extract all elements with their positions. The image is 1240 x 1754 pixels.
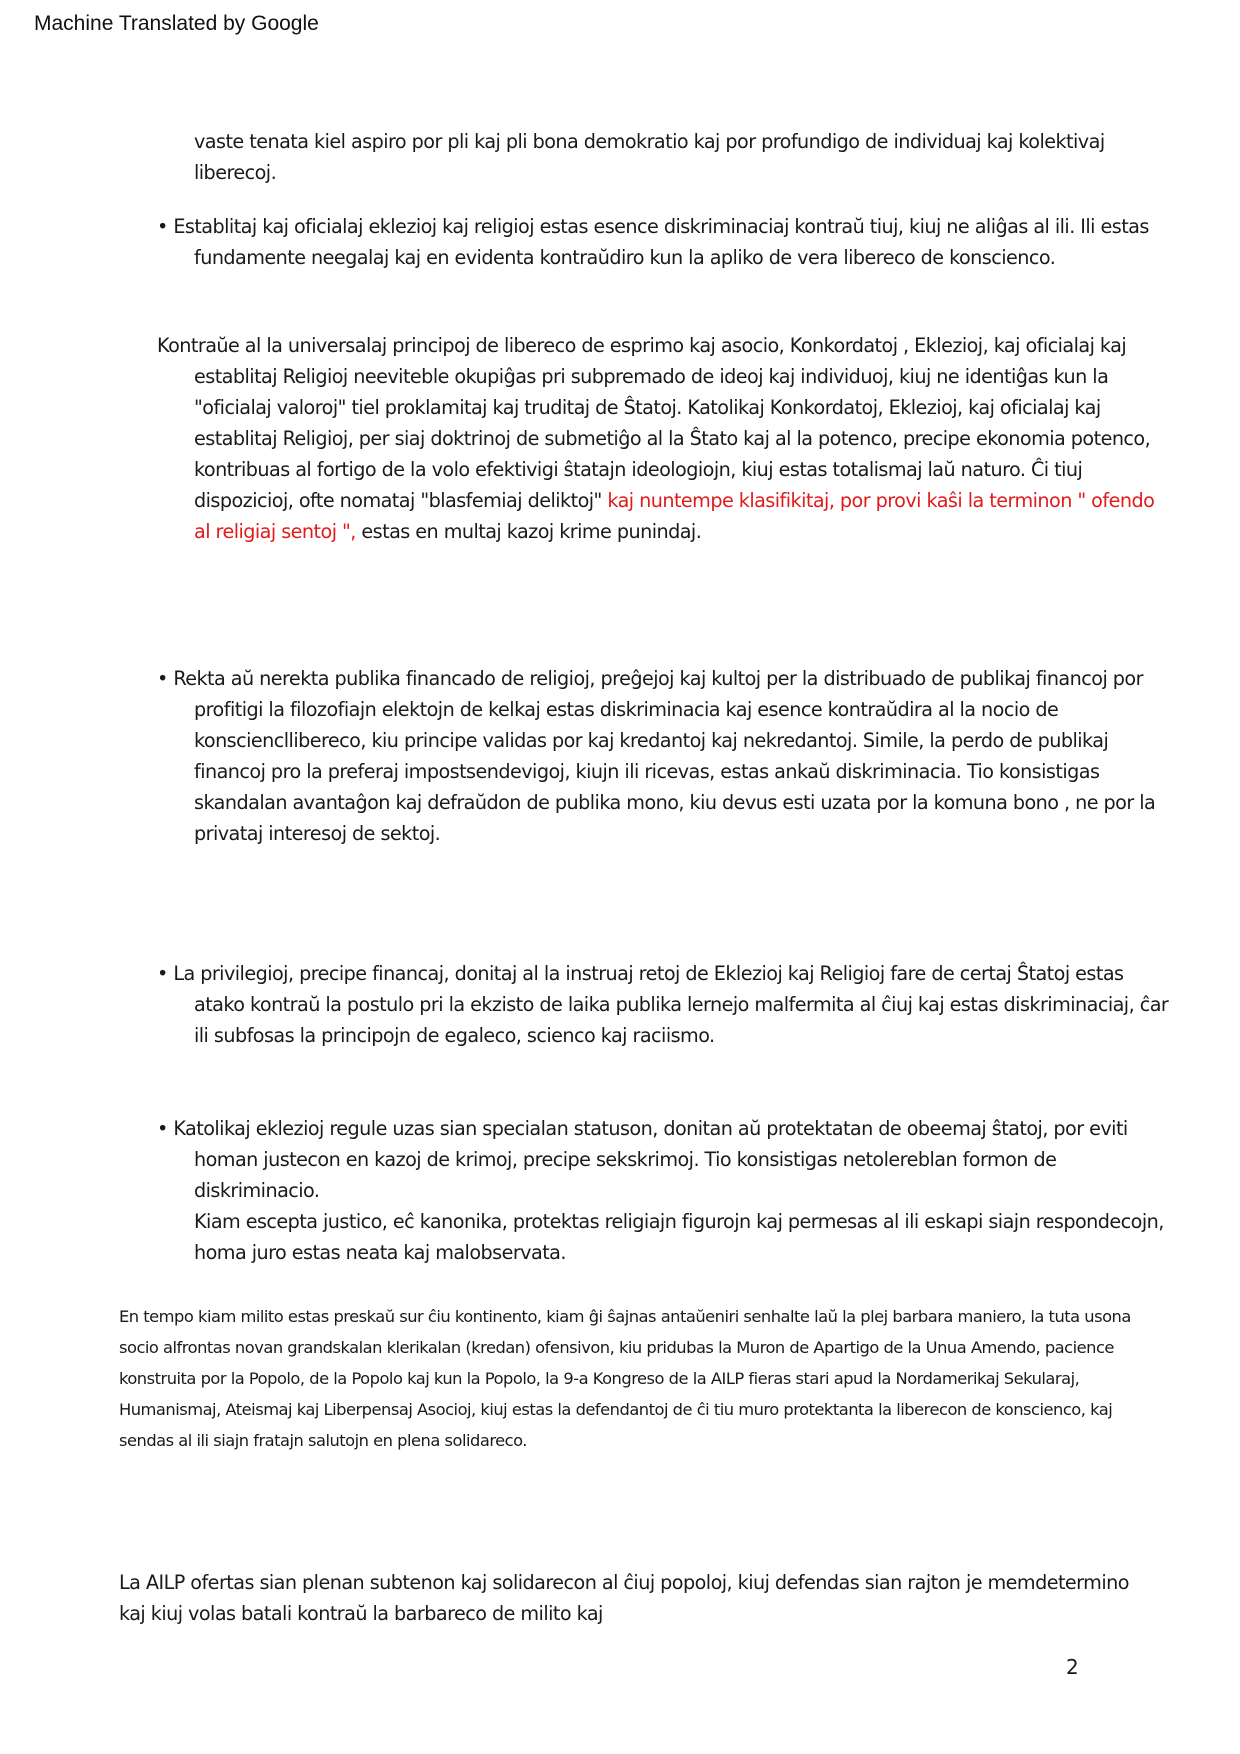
bullet-privileges: • La privilegioj, precipe financaj, donitaj al la instruaj retoj de Eklezioj kaj Religioj fare de certaj Ŝtatoj estas atako kontraŭ la postulo pri la ekzisto de laika publika lernejo malfermita al ĉiuj kaj estas diskriminaciaj, ĉar ili subfosas la principojn de egaleco, scienco kaj raciismo. xyxy=(157,962,1169,1047)
paragraph-contrary-principles xyxy=(157,330,1169,547)
paragraph-war: En tempo kiam milito estas preskaŭ sur ĉiu kontinento, kiam ĝi ŝajnas antaŭeniri senhalte laŭ la plej barbara maniero, la tuta usona socio alfrontas novan grandskalan klerikalan (kredan) ofensivon, kiu pridubas la Muron de Apartigo de la Unua Amendo, pacience konstruita por la Popolo, de la Popolo kaj kun la Popolo, la 9-a Kongreso de la AILP fieras stari apud la Nordamerikaj Sekularaj, Humanismaj, Ateismaj kaj Liberpensaj Asocioj, kiuj estas la defendantoj de ĉi tiu muro protektanta la liberecon de konscienco, kaj sendas al ili siajn fratajn salutojn en plena solidareco. xyxy=(119,1307,1131,1450)
paragraph-ailp-support: La AILP ofertas sian plenan subtenon kaj solidarecon al ĉiuj popoloj, kiuj defendas sian rajton je memdetermino kaj kiuj volas batali kontraŭ la barbareco de milito kaj xyxy=(119,1571,1129,1625)
bullet-catholic-churches xyxy=(157,1113,1169,1268)
bullet-catholic-text: • Katolikaj eklezioj regule uzas sian specialan statuson, donitan aŭ protektatan de obeemaj ŝtatoj, por eviti homan justecon en kazoj de krimoj, precipe sekskrimoj. Tio konsistigas netolereblan formon de diskriminacio. xyxy=(157,1117,1128,1202)
paragraph-text-end: estas en multaj kazoj krime punindaj. xyxy=(355,520,702,543)
bullet-established-churches: • Establitaj kaj oficialaj eklezioj kaj religioj estas esence diskriminaciaj kontraŭ tiuj, kiuj ne aliĝas al ili. Ili estas fundamente neegalaj kaj en evidenta kontraŭdiro kun la apliko de vera libereco de konscienco. xyxy=(157,215,1149,269)
machine-translated-header: Machine Translated by Google xyxy=(34,12,319,35)
paragraph-text: Kontraŭe al la universalaj principoj de libereco de esprimo kaj asocio, Konkordatoj , Eklezioj, kaj oficialaj kaj establitaj Religioj neeviteble okupiĝas pri subpremado de ideoj kaj individuoj, kiuj ne identiĝas kun la "oficialaj valoroj" tiel proklamitaj kaj truditaj de Ŝtatoj. Katolikaj Konkordatoj, Eklezioj, kaj oficialaj kaj establitaj Religioj, per siaj doktrinoj de submetiĝo al la Ŝtato kaj al la potenco, precipe ekonomia potenco, kontribuas al fortigo de la volo efektivigi ŝtatajn ideologiojn, kiuj estas totalismaj laŭ naturo. Ĉi tiuj dispozicioj, ofte nomataj "blasfemiaj deliktoj" xyxy=(157,334,1151,512)
bullet-public-funding: • Rekta aŭ nerekta publika financado de religioj, preĝejoj kaj kultoj per la distribuado de publikaj financoj por profitigi la filozofiajn elektojn de kelkaj estas diskriminacia kaj esence kontraŭdira al la nocio de konsciencllibereco, kiu principe validas por kaj kredantoj kaj nekredantoj. Simile, la perdo de publikaj financoj pro la preferaj impostsendevigoj, kiujn ili ricevas, estas ankaŭ diskriminacia. Tio konsistigas skandalan avantaĝon kaj defraŭdon de publika mono, kiu devus esti uzata por la komuna bono , ne por la privataj interesoj de sektoj. xyxy=(157,667,1156,845)
continuation-paragraph: vaste tenata kiel aspiro por pli kaj pli bona demokratio kaj por profundigo de individuaj kaj kolektivaj liberecoj. xyxy=(194,130,1105,184)
highlighted-text: kaj nuntempe klasifikitaj, por provi kaŝi la terminon " ofendo al religiaj sentoj ", xyxy=(194,489,1155,543)
page-number: 2 xyxy=(1066,1655,1079,1679)
bullet-catholic-continued: Kiam escepta justico, eĉ kanonika, protektas religiajn figurojn kaj permesas al ili eskapi siajn respondecojn, homa juro estas neata kaj malobservata. xyxy=(194,1210,1164,1264)
